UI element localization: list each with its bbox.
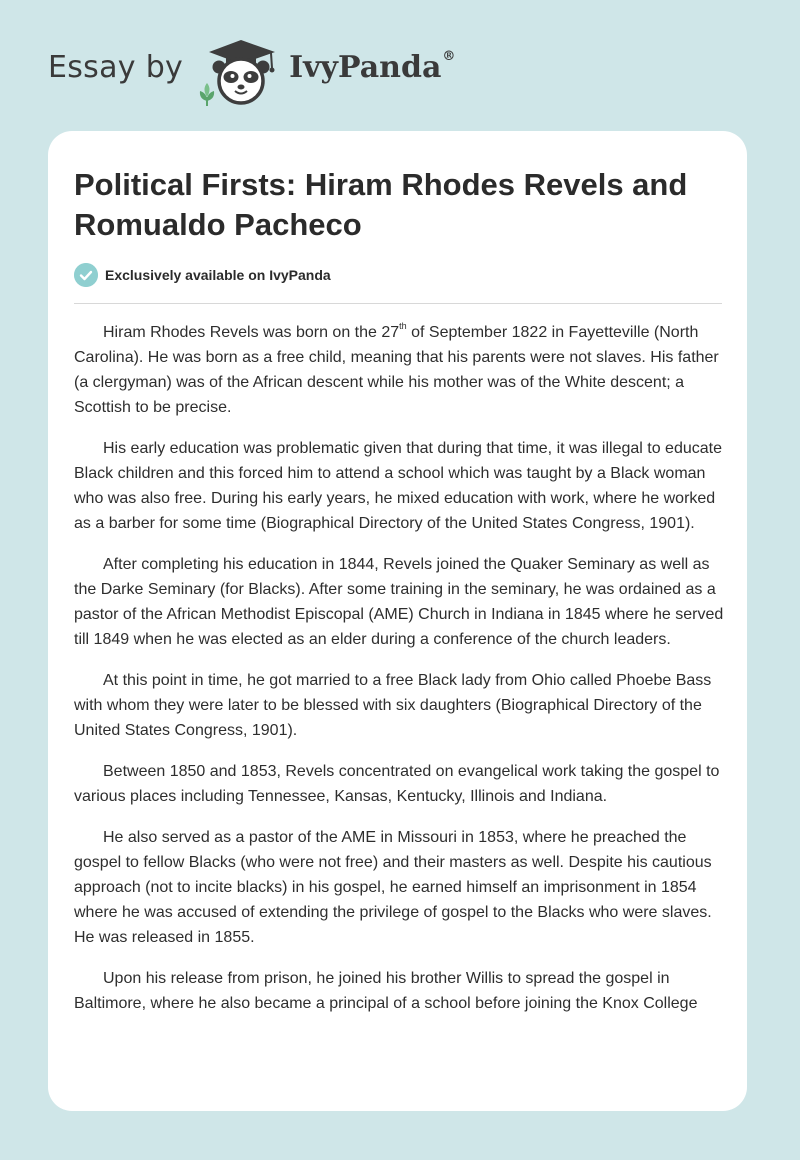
divider [74,303,722,304]
paragraph: After completing his education in 1844, Revels joined the Quaker Seminary as well as the Darke Seminary (for Blacks). After some training in the seminary, he was ordained as a pastor of the African Methodist Episcopal (AME) Church in Indiana in 1845 where he served till 1849 when he was elected as an elder during a conference of the church leaders. [74,556,724,648]
brand-name[interactable] [289,50,455,85]
paragraph-text-start: Hiram Rhodes Revels was born on the 27 [103,324,400,341]
exclusive-badge [74,263,331,287]
paragraph: He also served as a pastor of the AME in Missouri in 1853, where he preached the gospel to fellow Blacks (who were not free) and their masters as well. Despite his cautious approach (not to incite blacks) in his gospel, he earned himself an imprisonment in 1854 where he was accused of extending the privilege of gospel to the Blacks who were slaves. He was released in 1855. [74,829,712,946]
paragraph: Upon his release from prison, he joined his brother Willis to spread the gospel in Baltimore, where he also became a principal of a school before joining the Knox College [74,970,698,1012]
site-header [48,38,455,108]
paragraph [74,320,726,420]
ordinal-suffix: th [399,320,407,331]
paragraph: Between 1850 and 1853, Revels concentrated on evangelical work taking the gospel to various places including Tennessee, Kansas, Kentucky, Illinois and Indiana. [74,763,720,805]
exclusive-badge-label: Exclusively available on IvyPanda [105,267,331,283]
ivypanda-logo-icon[interactable] [195,35,287,107]
essay-card [48,131,747,1111]
paragraph-text-end: of September 1822 in Fayetteville (North Carolina). He was born as a free child, meaning that his parents were not slaves. His father (a clergyman) was of the African descent while his mother was of the White descent; a Scottish to be precise. [74,324,719,416]
page-title: Political Firsts: Hiram Rhodes Revels and Romualdo Pacheco [74,167,688,242]
registered-mark: ® [442,48,456,64]
paragraph: At this point in time, he got married to a free Black lady from Ohio called Phoebe Bass with whom they were later to be blessed with six daughters (Biographical Directory of the United States Congress, 1901). [74,672,712,739]
brand-text: IvyPanda [289,49,442,85]
check-icon [74,263,98,287]
essay-body [74,320,726,1032]
paragraph: His early education was problematic given that during that time, it was illegal to educate Black children and this forced him to attend a school which was taught by a Black woman who was also free. During his early years, he mixed education with work, where he worked as a barber for some time (Biographical Directory of the United States Congress, 1901). [74,440,722,532]
essay-by-label: Essay by [48,49,184,85]
